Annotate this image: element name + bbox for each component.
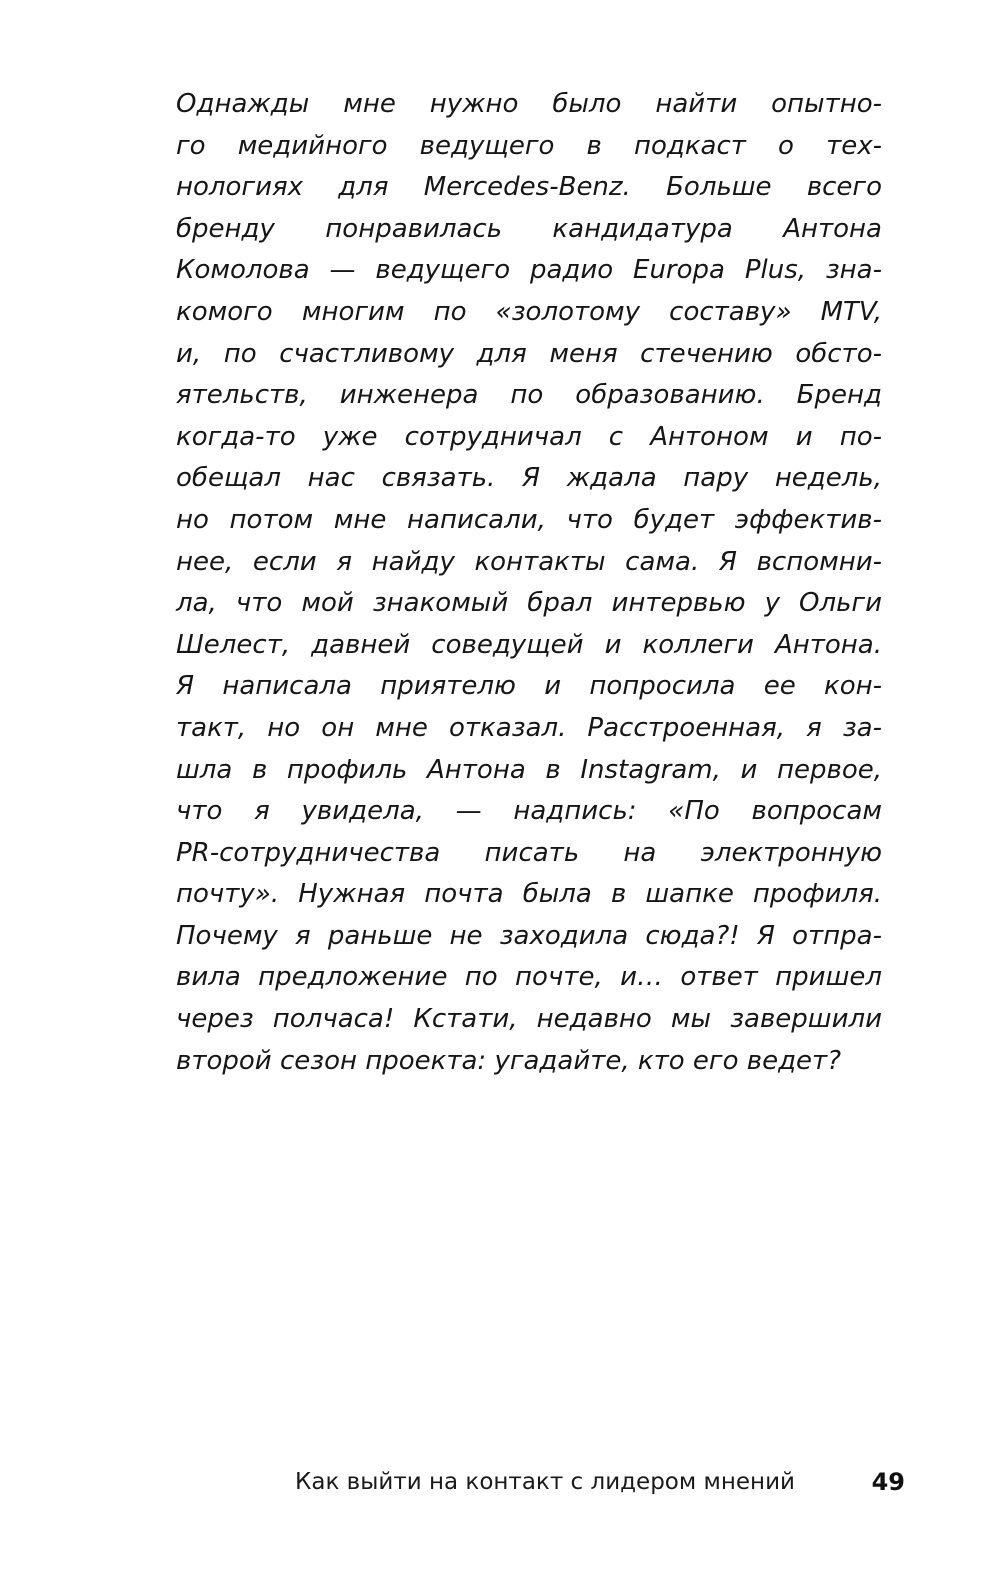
text-line: обещал нас связать. Я ждала пару недель, xyxy=(176,463,882,494)
text-line: шла в профиль Антона в Instagram, и первое, xyxy=(176,754,882,785)
text-line: го медийного ведущего в подкаст о тех- xyxy=(176,130,882,161)
text-line: вила предложение по почте, и… ответ пришел xyxy=(176,962,882,993)
text-line: Комолова — ведущего радио Europa Plus, зна- xyxy=(176,255,882,286)
text-line: бренду понравилась кандидатура Антона xyxy=(176,213,882,244)
text-line: когда-то уже сотрудничал с Антоном и по- xyxy=(176,421,882,452)
text-line: ла, что мой знакомый брал интервью у Ольги xyxy=(176,588,882,619)
text-line: нологиях для Mercedes-Benz. Больше всего xyxy=(176,172,882,203)
text-line: ятельств, инженера по образованию. Бренд xyxy=(176,380,882,411)
text-line: почту». Нужная почта была в шапке профиля. xyxy=(176,879,882,910)
text-line: и, по счастливому для меня стечению обсто- xyxy=(176,338,882,369)
text-line: через полчаса! Кстати, недавно мы завершили xyxy=(176,1004,882,1035)
text-line: PR-сотрудничества писать на электронную xyxy=(176,837,882,868)
text-line: нее, если я найду контакты сама. Я вспомни- xyxy=(176,546,882,577)
text-line: второй сезон проекта: угадайте, кто его ведет? xyxy=(176,1045,841,1076)
text-line: что я увидела, — надпись: «По вопросам xyxy=(176,796,882,827)
body-paragraph xyxy=(176,84,882,1082)
page-footer xyxy=(0,1460,1000,1504)
running-head: Как выйти на контакт с лидером мнений xyxy=(295,1469,795,1495)
text-line: Шелест, давней соведущей и коллеги Антона. xyxy=(176,629,882,660)
text-line: Почему я раньше не заходила сюда?! Я отпра- xyxy=(176,920,882,951)
text-line: но потом мне написали, что будет эффектив- xyxy=(176,504,882,535)
text-line: Я написала приятелю и попросила ее кон- xyxy=(176,671,882,702)
text-line: комого многим по «золотому составу» MTV, xyxy=(176,296,882,327)
page-number: 49 xyxy=(871,1468,905,1496)
text-line: Однажды мне нужно было найти опытно- xyxy=(176,89,882,119)
text-line: такт, но он мне отказал. Расстроенная, я за- xyxy=(176,712,882,743)
